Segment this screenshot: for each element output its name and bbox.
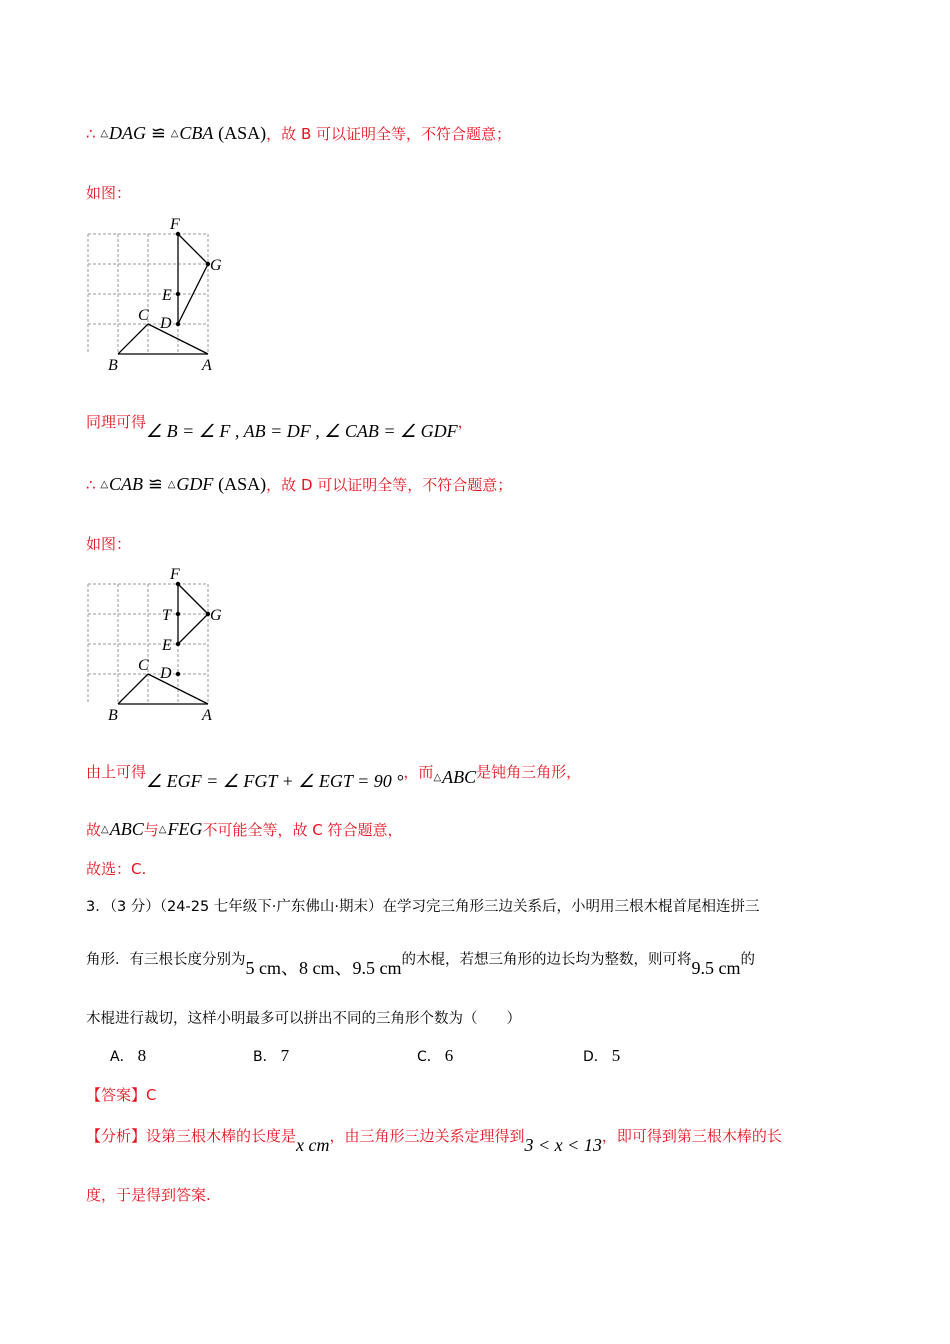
point-label-g: G (210, 607, 222, 624)
option-c-label: C． (417, 1049, 441, 1065)
answer-tag: 【答案】 (86, 1086, 147, 1104)
figure-2-caption: 如图： (86, 535, 132, 553)
analysis-tag: 【分析】 (86, 1127, 147, 1145)
similar-prefix: 同理可得 (86, 413, 147, 431)
triangle-abc: ABC (442, 767, 477, 787)
option-a[interactable] (110, 1045, 146, 1068)
similar-conclusion-line (86, 410, 473, 441)
obtuse-text: 是钝角三角形， (476, 763, 582, 781)
angle-sum-equation: ∠ EGF = ∠ FGT + ∠ EGT = 90 ° (146, 771, 404, 791)
analysis-line-2: 度，于是得到答案. (86, 1186, 211, 1204)
point-label-a: A (202, 357, 212, 374)
option-d[interactable] (583, 1045, 620, 1068)
therefore-symbol: ∴ (86, 125, 96, 143)
not-congruent-text: 不可能全等，故 C 符合题意， (202, 821, 403, 839)
choice-line: 故选：C. (86, 860, 147, 878)
point-label-t: T (162, 607, 171, 624)
triangle-cba: CBA (179, 123, 214, 143)
but-text: ，而 (403, 763, 434, 781)
therefore-symbol: ∴ (86, 476, 96, 494)
point-label-e: E (162, 287, 172, 304)
asa-label: (ASA) (218, 123, 267, 143)
and-word: 与 (143, 821, 159, 839)
point-label-a: A (202, 707, 212, 724)
answer-line (86, 1084, 157, 1106)
question-3-line-3: 木棍进行裁切，这样小明最多可以拼出不同的三角形个数为（ ） (86, 1011, 521, 1027)
triangle-icon: △ (167, 479, 176, 490)
stick-lengths: 5 cm、8 cm、9.5 cm (245, 958, 402, 978)
option-b[interactable] (253, 1045, 289, 1068)
congruent-symbol: ≌ (147, 474, 163, 494)
triangle-feg: FEG (167, 819, 203, 839)
point-label-f: F (170, 566, 180, 583)
analysis-text-b: ，由三角形三边关系定理得到 (329, 1127, 525, 1145)
option-d-label: D． (583, 1049, 608, 1065)
triangle-icon: △ (100, 479, 109, 490)
figure-2-grid-diagram (84, 562, 234, 727)
option-c[interactable] (417, 1045, 453, 1068)
question-3-text-c: 的 (740, 952, 755, 968)
question-3-text-a: 角形．有三根长度分别为 (86, 952, 246, 968)
comma: ， (457, 413, 473, 431)
triangle-abc: ABC (109, 819, 144, 839)
triangle-icon: △ (158, 824, 167, 835)
triangle-cab: CAB (109, 474, 144, 494)
triangle-icon: △ (170, 128, 179, 139)
point-label-f: F (170, 216, 180, 233)
conclusion-text: ，故 D 可以证明全等，不符合题意； (266, 476, 513, 494)
point-label-e: E (162, 637, 172, 654)
point-label-d: D (160, 315, 172, 332)
answer-value: C (146, 1086, 157, 1104)
figure-1-grid-diagram (84, 212, 234, 377)
congruent-symbol: ≌ (150, 123, 166, 143)
analysis-text-a: 设第三根木棒的长度是 (146, 1127, 297, 1145)
triangle-gdf: GDF (176, 474, 214, 494)
conclusion-line-2 (86, 473, 512, 496)
option-b-value: 7 (280, 1046, 290, 1065)
question-3-line-1: 3．（3 分）（24-25 七年级下·广东佛山·期末）在学习完三角形三边关系后，小明用三根木棍首尾相连拼三 (86, 899, 760, 915)
point-label-c: C (138, 657, 149, 674)
point-label-c: C (138, 307, 149, 324)
figure-1-caption: 如图： (86, 184, 132, 202)
option-b-label: B． (253, 1049, 277, 1065)
conclusion-text: ，故 B 可以证明全等，不符合题意； (266, 125, 512, 143)
asa-label: (ASA) (218, 474, 267, 494)
conclusion-line-1 (86, 122, 511, 145)
angle-equalities: ∠ B = ∠ F , AB = DF , ∠ CAB = ∠ GDF (146, 421, 458, 441)
analysis-math-range: 3 < x < 13 (524, 1135, 602, 1155)
point-label-g: G (210, 257, 222, 274)
option-a-value: 8 (137, 1046, 147, 1065)
question-3-line-2 (86, 947, 755, 978)
angle-conclusion-line (86, 760, 582, 791)
triangle-dag: DAG (109, 123, 147, 143)
not-congruent-line (86, 818, 402, 841)
analysis-math-length: x cm (296, 1135, 330, 1155)
triangle-icon: △ (101, 824, 109, 835)
option-a-label: A． (110, 1049, 134, 1065)
cut-stick-length: 9.5 cm (691, 958, 741, 978)
question-3-text-b: 的木棍，若想三角形的边长均为整数，则可将 (401, 952, 692, 968)
therefore-word: 故 (86, 821, 102, 839)
analysis-line-1 (86, 1124, 782, 1155)
analysis-text-c: ，即可得到第三根木棒的长 (601, 1127, 782, 1145)
triangle-icon: △ (433, 772, 442, 783)
point-label-d: D (160, 665, 172, 682)
option-c-value: 6 (444, 1046, 454, 1065)
triangle-icon: △ (100, 128, 109, 139)
option-d-value: 5 (611, 1046, 621, 1065)
point-label-b: B (108, 707, 118, 724)
derived-prefix: 由上可得 (86, 763, 147, 781)
point-label-b: B (108, 357, 118, 374)
